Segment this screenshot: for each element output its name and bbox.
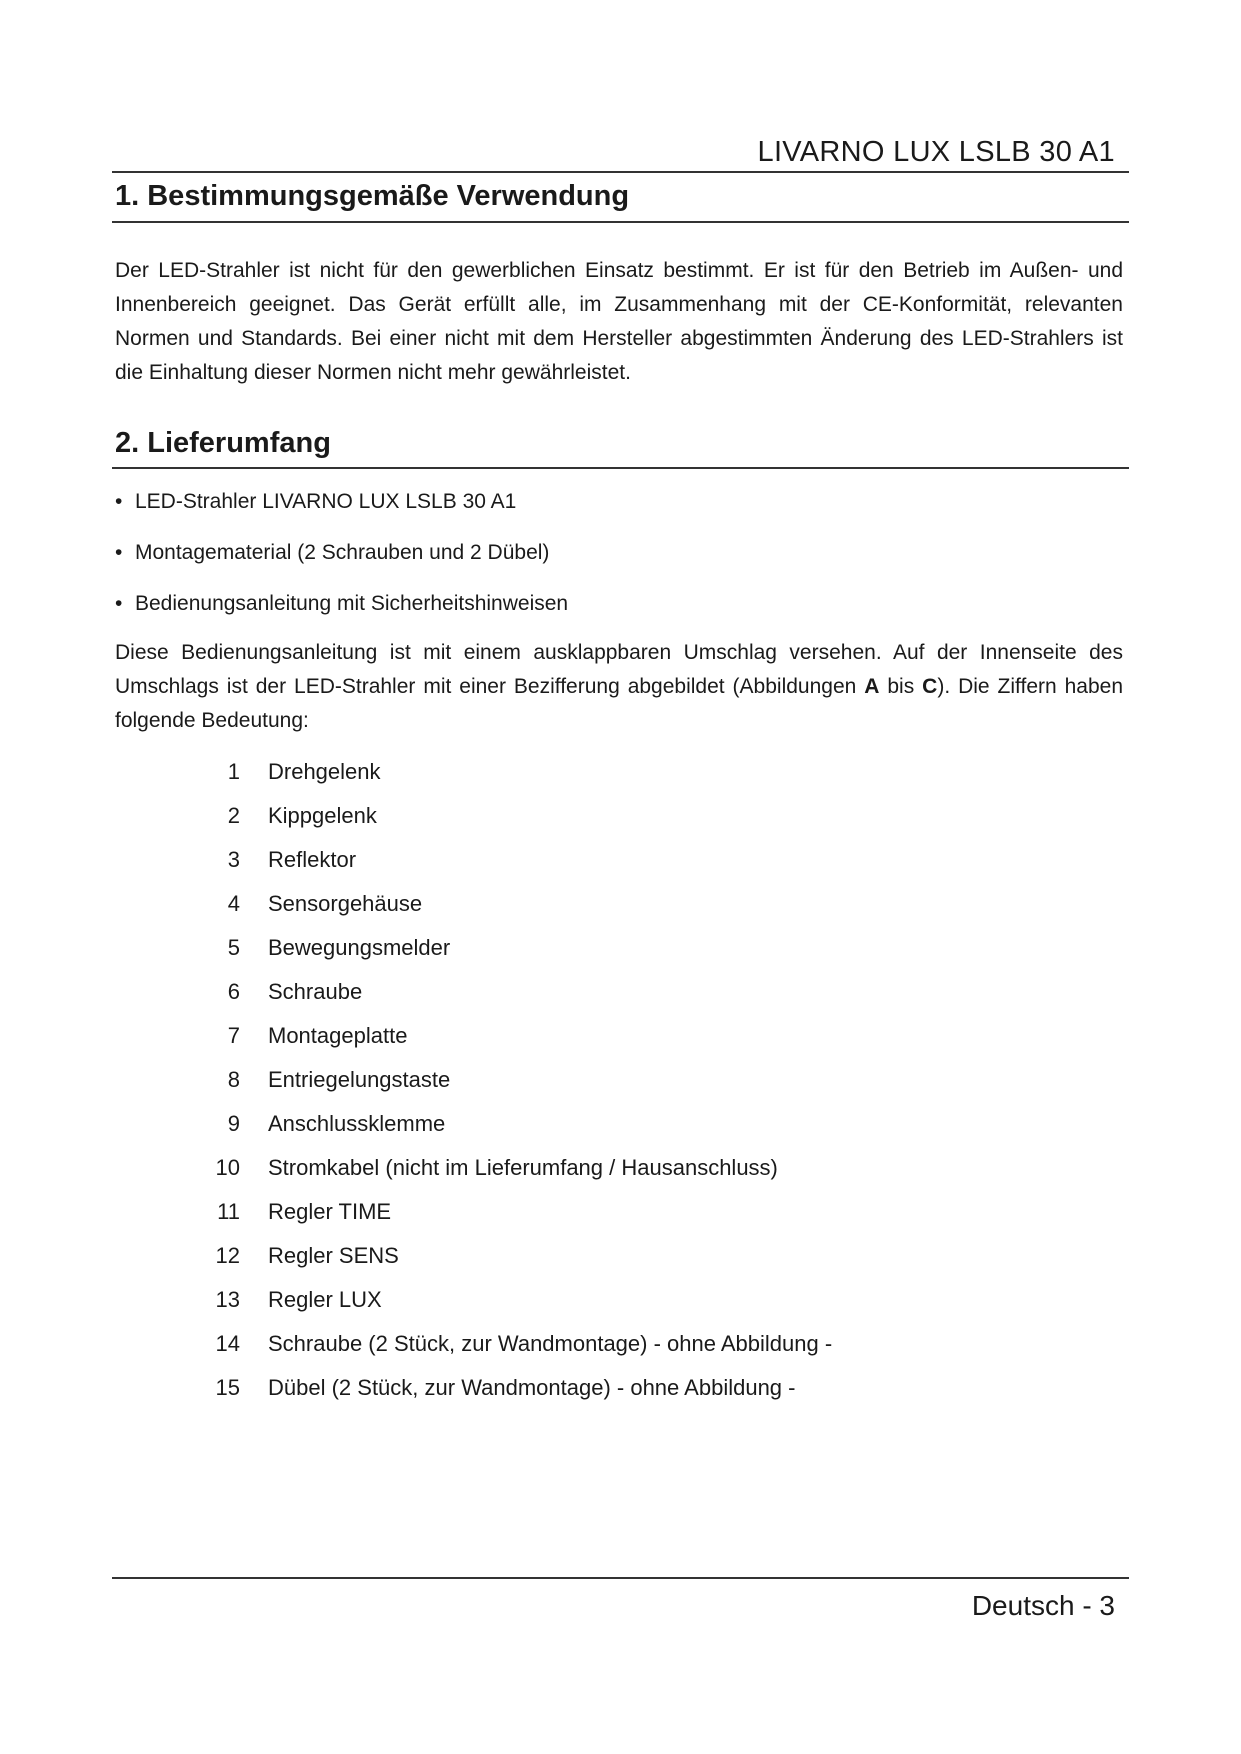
- list-item: • Bedienungsanleitung mit Sicherheitshinweisen: [115, 587, 568, 638]
- section-2-title: 2. Lieferumfang: [115, 427, 331, 459]
- list-item: [200, 1285, 832, 1329]
- part-number: 9: [227, 1111, 240, 1136]
- bullet-icon: •: [115, 490, 123, 513]
- part-number: 7: [227, 1023, 240, 1048]
- list-item: [200, 1153, 832, 1197]
- document-header-title: LIVARNO LUX LSLB 30 A1: [757, 136, 1115, 168]
- part-label: Regler SENS: [268, 1243, 399, 1268]
- bullet-icon: •: [115, 592, 123, 615]
- part-number: 3: [227, 847, 240, 872]
- section-2-rule: [112, 467, 1129, 469]
- part-number: 12: [215, 1243, 240, 1268]
- list-item: [200, 977, 832, 1021]
- list-item: [200, 1373, 832, 1417]
- part-label: Entriegelungstaste: [268, 1067, 451, 1092]
- delivery-contents-list: [115, 485, 568, 638]
- part-number: 6: [227, 979, 240, 1004]
- list-item: [200, 889, 832, 933]
- list-item: [200, 1065, 832, 1109]
- bullet-icon: •: [115, 541, 123, 564]
- section-2-intro-paragraph: Diese Bedienungsanleitung ist mit einem ausklappbaren Umschlag versehen. Auf der Innenseite des Umschlags ist der LED-Strahler mit einer Bezifferung abgebildet (Abbildungen A bis C). Die Ziffern haben folgende Bedeutung:: [115, 641, 1124, 732]
- part-label: Kippgelenk: [268, 803, 377, 828]
- list-item: • LED-Strahler LIVARNO LUX LSLB 30 A1: [115, 485, 568, 536]
- part-number: 14: [215, 1331, 240, 1356]
- list-item: [200, 1109, 832, 1153]
- part-number: 11: [217, 1199, 240, 1224]
- list-item: [200, 1021, 832, 1065]
- part-label: Montageplatte: [268, 1023, 408, 1048]
- part-label: Schraube (2 Stück, zur Wandmontage) - ohne Abbildung -: [268, 1331, 833, 1356]
- list-item: [200, 1241, 832, 1285]
- part-number: 15: [215, 1375, 240, 1400]
- part-label: Anschlussklemme: [268, 1111, 446, 1136]
- part-number: 2: [227, 803, 240, 828]
- part-label: Sensorgehäuse: [268, 891, 423, 916]
- part-label: Drehgelenk: [268, 759, 381, 784]
- list-item: • Montagematerial (2 Schrauben und 2 Dübel): [115, 536, 568, 587]
- figure-label-c: C: [922, 675, 938, 698]
- part-label: Schraube: [268, 979, 363, 1004]
- list-item: [200, 1197, 832, 1241]
- list-item: [200, 845, 832, 889]
- parts-list: [200, 757, 832, 1417]
- section-1-title: 1. Bestimmungsgemäße Verwendung: [115, 180, 630, 212]
- part-label: Stromkabel (nicht im Lieferumfang / Hausanschluss): [268, 1155, 778, 1180]
- section-1-rule: [112, 221, 1129, 223]
- part-label: Reflektor: [268, 847, 357, 872]
- part-label: Dübel (2 Stück, zur Wandmontage) - ohne Abbildung -: [268, 1375, 796, 1400]
- part-label: Bewegungsmelder: [268, 935, 451, 960]
- list-item: [200, 933, 832, 977]
- part-number: 1: [227, 759, 240, 784]
- list-item: [200, 1329, 832, 1373]
- part-number: 5: [227, 935, 240, 960]
- footer-rule: [112, 1577, 1129, 1579]
- header-rule: [112, 171, 1129, 173]
- part-number: 4: [227, 891, 240, 916]
- part-number: 8: [227, 1067, 240, 1092]
- part-label: Regler LUX: [268, 1287, 382, 1312]
- part-number: 10: [215, 1155, 240, 1180]
- page-footer: Deutsch - 3: [971, 1590, 1115, 1621]
- section-1-paragraph: Der LED-Strahler ist nicht für den gewerblichen Einsatz bestimmt. Er ist für den Betrieb im Außen- und Innenbereich geeignet. Das Gerät erfüllt alle, im Zusammenhang mit der CE-Konformität, relevanten Normen und Standards. Bei einer nicht mit dem Hersteller abgestimmten Änderung des LED-Strahlers ist die Einhaltung dieser Normen nicht mehr gewährleistet.: [115, 259, 1123, 384]
- part-number: 13: [215, 1287, 240, 1312]
- figure-label-a: A: [864, 675, 880, 698]
- list-item: [200, 757, 832, 801]
- part-label: Regler TIME: [268, 1199, 392, 1224]
- list-item: [200, 801, 832, 845]
